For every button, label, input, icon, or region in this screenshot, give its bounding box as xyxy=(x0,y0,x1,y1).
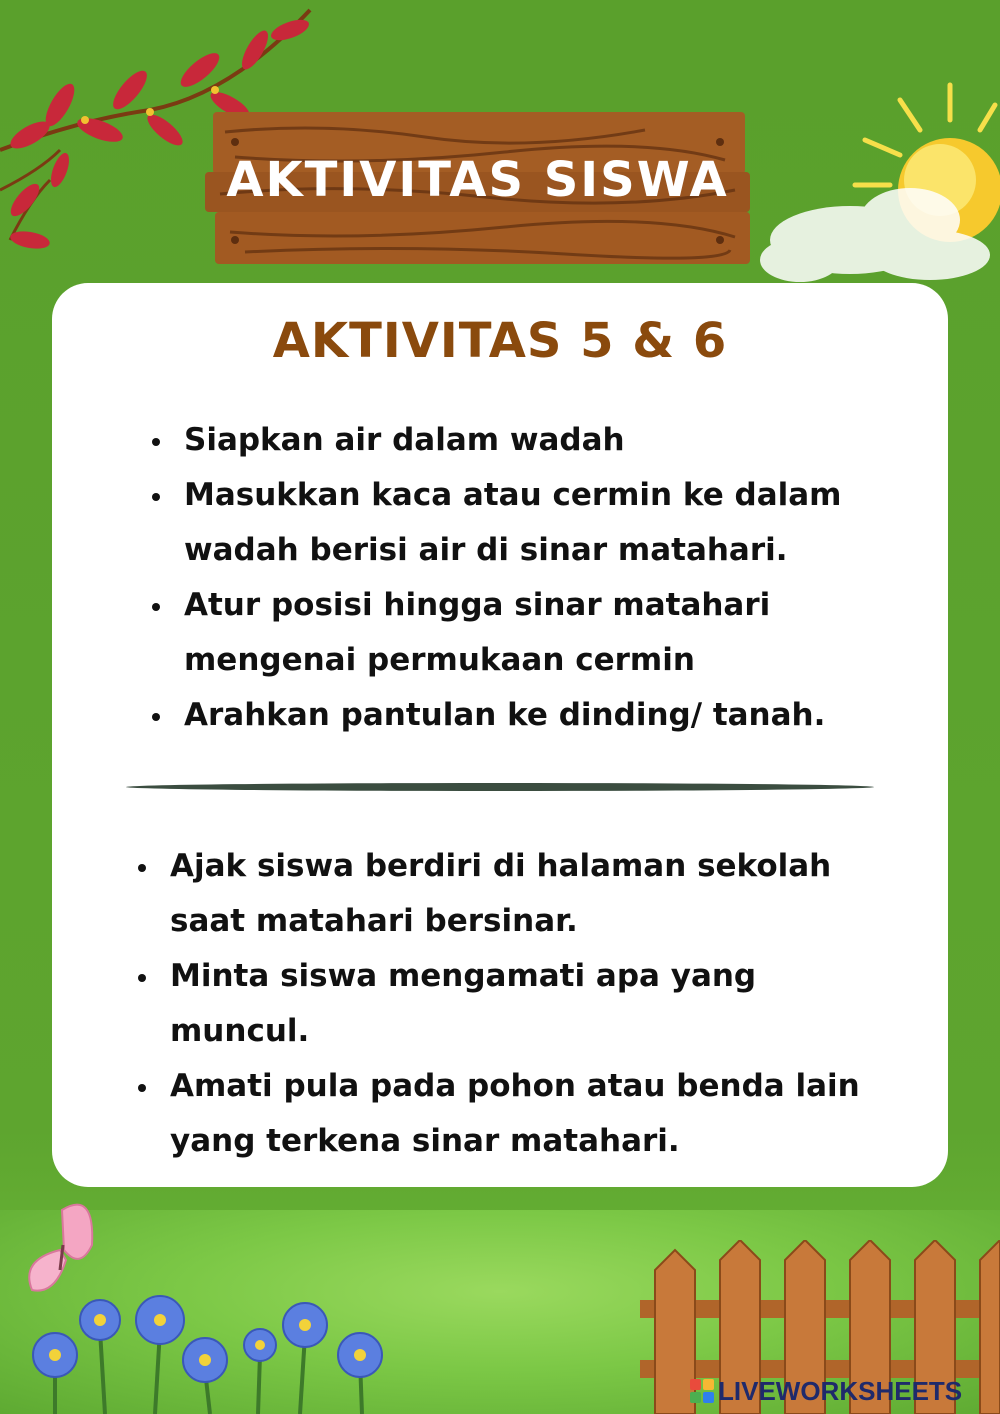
list-item: Minta siswa mengamati apa yang muncul. xyxy=(136,949,896,1059)
list-item: Atur posisi hingga sinar matahari mengenai permukaan cermin xyxy=(150,578,930,688)
activity-card xyxy=(52,283,948,1187)
logo-text: LIVEWORKSHEETS xyxy=(718,1375,963,1406)
list-item: Ajak siswa berdiri di halaman sekolah saat matahari bersinar. xyxy=(136,839,896,949)
card-title: AKTIVITAS 5 & 6 xyxy=(272,313,728,369)
header-title: AKTIVITAS SISWA xyxy=(226,152,729,208)
flower-garden xyxy=(0,1190,420,1414)
logo-icon xyxy=(690,1379,714,1403)
list-item: Arahkan pantulan ke dinding/ tanah. xyxy=(150,688,930,743)
activity-list-1 xyxy=(150,413,930,743)
butterfly-icon xyxy=(29,1205,92,1291)
list-item: Amati pula pada pohon atau benda lain yang terkena sinar matahari. xyxy=(136,1059,896,1169)
list-item: Masukkan kaca atau cermin ke dalam wadah berisi air di sinar matahari. xyxy=(150,468,930,578)
sun-icon xyxy=(760,80,1000,300)
divider-line xyxy=(126,783,874,791)
list-item: Siapkan air dalam wadah xyxy=(150,413,930,468)
liveworksheets-logo xyxy=(690,1376,962,1406)
activity-list-2 xyxy=(136,839,896,1169)
